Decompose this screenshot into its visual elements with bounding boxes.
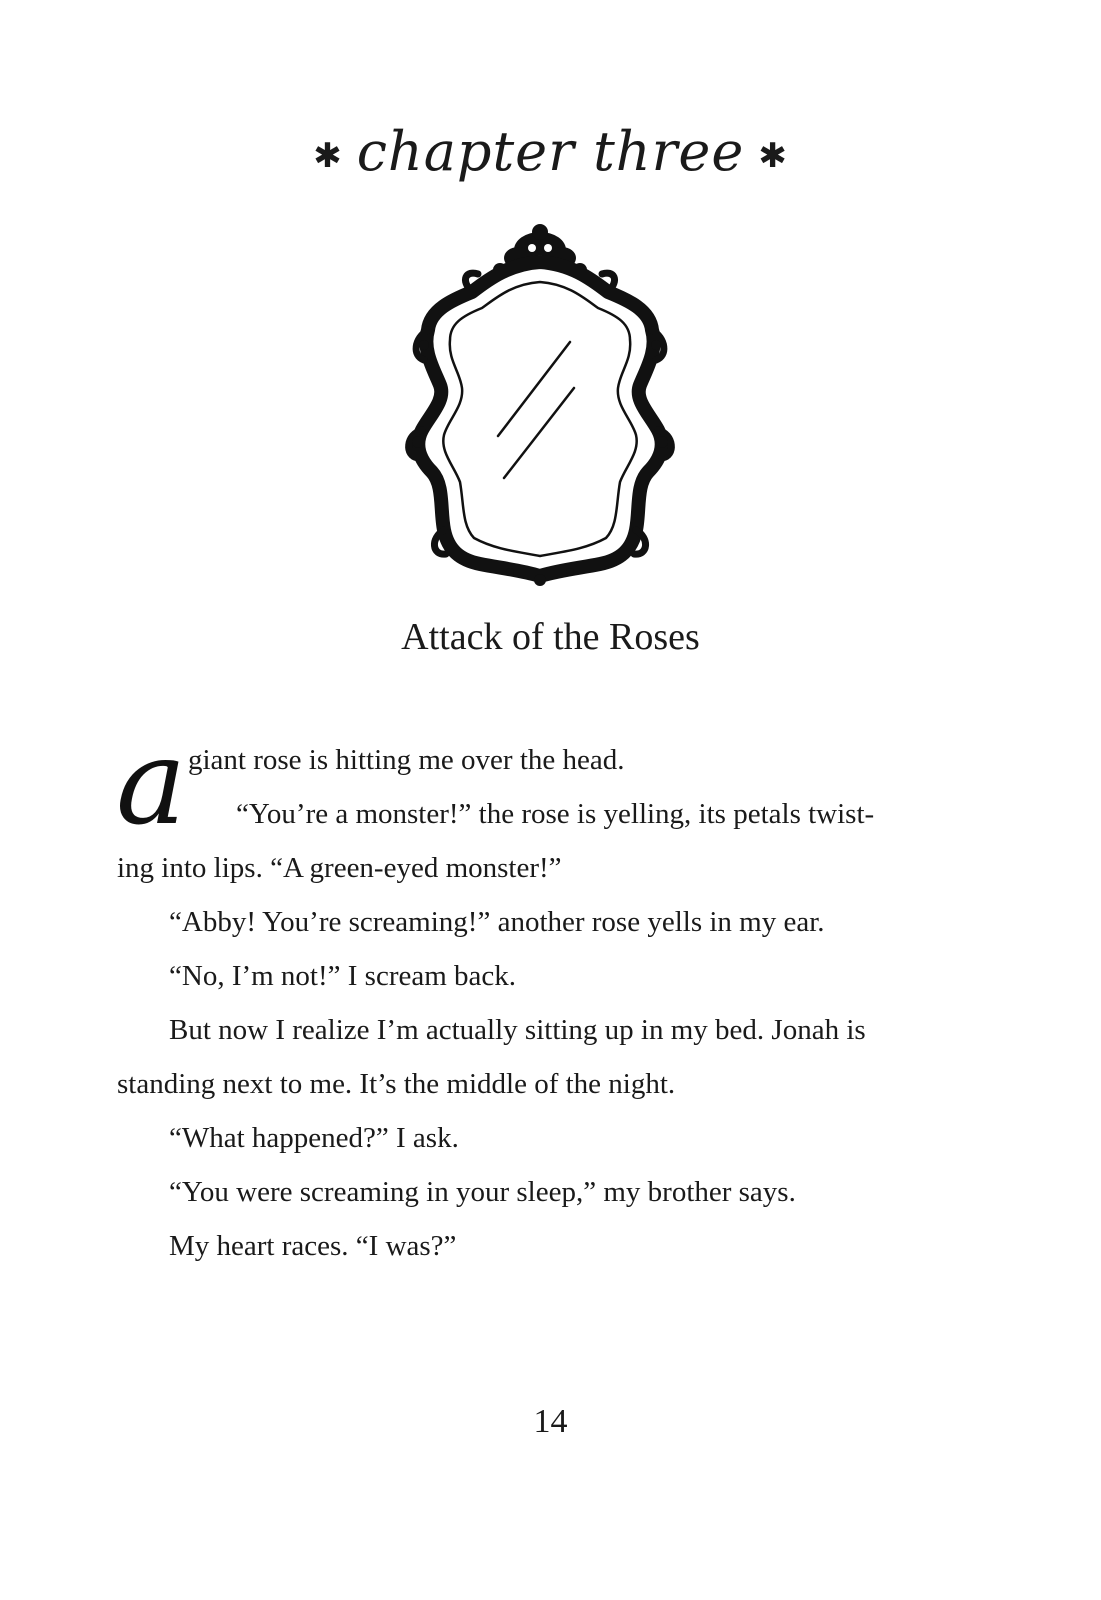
body-line-2: “You’re a monster!” the rose is yelling, its petals twist- xyxy=(236,798,875,830)
body-line-6: But now I realize I’m actually sitting up in my bed. Jonah is xyxy=(169,1014,866,1046)
body-line-1: giant rose is hitting me over the head. xyxy=(188,744,625,776)
chapter-heading xyxy=(0,112,1101,196)
body-line-8: “What happened?” I ask. xyxy=(169,1122,459,1154)
body-line-10: My heart races. “I was?” xyxy=(169,1230,457,1262)
body-line-5: “No, I’m not!” I scream back. xyxy=(169,960,517,992)
body-line-7: standing next to me. It’s the middle of the night. xyxy=(117,1068,676,1100)
asterisk-ornament-right: ✱ xyxy=(758,136,788,176)
chapter-heading-text: chapter three xyxy=(356,120,745,183)
body-line-4: “Abby! You’re screaming!” another rose yells in my ear. xyxy=(169,906,825,938)
drop-cap-letter: a xyxy=(116,713,187,851)
asterisk-ornament-left: ✱ xyxy=(313,136,343,176)
chapter-title: Attack of the Roses xyxy=(401,616,700,658)
ornate-mirror-icon xyxy=(400,220,680,600)
body-line-3: ing into lips. “A green-eyed monster!” xyxy=(117,852,562,884)
page-number: 14 xyxy=(533,1403,568,1440)
body-line-9: “You were screaming in your sleep,” my brother says. xyxy=(169,1176,796,1208)
